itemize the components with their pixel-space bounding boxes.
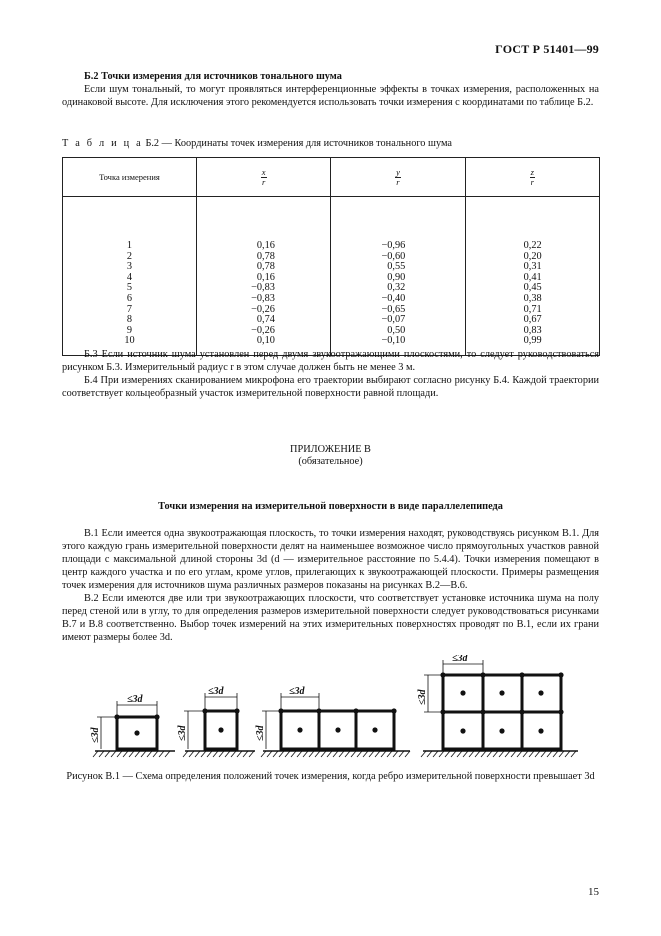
table-cell-y: 0,90 [387, 271, 406, 283]
section-v1-text: В.1 Если имеется одна звукоотражающая плоскость, то точки измерения находят, руководствуясь рисунком В.1. Для этого каждую грань измерительной поверхности делят на наименьшее возможное число прямоугольных участков равной площади с максимальной длиной стороны 3d (d — измерительное расстояние по 5.4.4). Точки измерения помещают в центр каждого участка и по его углам, кроме углов, прилегающих к звукоотражающей плоскости. Примеры размещения точек измерения для источников шума различных размеров показаны на рисунках В.2—В.6. [62, 528, 599, 591]
dim-label-5: ≤3d [90, 727, 101, 743]
section-b2-text: Если шум тональный, то могут проявляться интерференционные эффекты в точках измерения, расположенных на одинаковой высоте. Для исключения этого рекомендуется использовать точки измерения с координатами по таблице Б.2. [62, 84, 599, 108]
dim-label-8: ≤3d [417, 689, 428, 705]
dim-label-7: ≤3d [255, 725, 266, 741]
header-x-num: x [261, 166, 266, 177]
table-cell-z: 0,41 [523, 271, 542, 283]
table-cell-z: 0,83 [523, 324, 542, 336]
table-cell-p: 6 [126, 292, 133, 304]
table-cell-z: 0,20 [523, 250, 542, 262]
section-v2-text: В.2 Если имеются две или три звукоотражающих плоскости, что соответствует установке источника шума на полу перед стеной или в углу, то для определения размеров измерительной поверхности следует руководствоваться рисунками В.7 и В.8 соответственно. Выбор точек измерений на этих измерительных поверхностях проводят по В.1, если их грани имеют размеры более 3d. [62, 593, 599, 643]
table-caption-text: Б.2 — Координаты точек измерения для источников тонального шума [142, 138, 452, 149]
table-cell-x: −0,83 [251, 292, 275, 304]
table-cell-z: 0,45 [523, 282, 542, 294]
figure-caption: Рисунок В.1 — Схема определения положений точек измерения, когда ребро измерительной поверхности превышает 3d [66, 771, 595, 782]
header-y-den: r [396, 176, 400, 187]
table-cell-x: 0,16 [256, 240, 275, 251]
dim-label-1: ≤3d [127, 694, 143, 705]
y-column [331, 241, 405, 347]
table-cell-x: 0,78 [256, 250, 275, 262]
coordinates-table [62, 157, 600, 356]
table-cell-x: −0,83 [251, 282, 275, 294]
table-cell-y: −0,10 [381, 335, 406, 347]
point-column [63, 241, 196, 347]
dim-label-2: ≤3d [208, 686, 224, 697]
table-cell-p: 1 [126, 240, 133, 251]
table-cell-y: −0,40 [381, 292, 406, 304]
section-b2-title: Б.2 Точки измерения для источников тонального шума [84, 71, 342, 82]
section-v [62, 527, 599, 644]
section-b3-text: Б.3 Если источник шума установлен перед двумя звукоотражающими плоскостями, то следует руководствоваться рисунком Б.3. Измерительный радиус r в этом случае должен быть не менее 3 м. [62, 349, 599, 373]
table-cell-y: −0,65 [381, 303, 406, 315]
table-header-row [63, 158, 600, 197]
table-cell-p: 10 [124, 335, 135, 347]
document-header: ГОСТ Р 51401—99 [495, 42, 599, 56]
table-cell-z: 0,22 [523, 240, 542, 251]
header-point: Точка измерения [63, 158, 197, 197]
table-cell-p: 2 [126, 250, 133, 262]
dim-label-3: ≤3d [289, 686, 305, 697]
table-cell-p: 3 [126, 261, 133, 273]
table-cell-x: 0,74 [256, 314, 275, 326]
figure-v1-diagram [0, 655, 661, 767]
table-cell-z: 0,31 [523, 261, 542, 273]
section-b2 [62, 70, 599, 109]
table-cell-p: 8 [126, 314, 133, 326]
z-column [466, 241, 542, 347]
table-cell-x: 0,78 [256, 261, 275, 273]
page-number: 15 [588, 886, 599, 898]
table-cell-z: 0,38 [523, 292, 542, 304]
table-cell-z: 0,99 [523, 335, 542, 347]
header-z-num: z [530, 166, 534, 177]
table-cell-p: 9 [126, 324, 133, 336]
table-cell-y: −0,60 [381, 250, 406, 262]
header-z [465, 158, 599, 197]
header-z-den: r [530, 176, 534, 187]
table-cell-z: 0,67 [523, 314, 542, 326]
dim-label-6: ≤3d [177, 725, 188, 741]
table-cell-x: −0,26 [251, 303, 275, 315]
table-cell-y: 0,32 [387, 282, 406, 294]
table-cell-x: −0,26 [251, 324, 275, 336]
table-cell-p: 7 [126, 303, 133, 315]
table-cell-y: −0,96 [381, 240, 406, 251]
section-b3-b4 [62, 348, 599, 400]
annex-heading: Точки измерения на измерительной поверхности в виде параллелепипеда [158, 501, 503, 512]
dim-label-4: ≤3d [452, 655, 468, 664]
table-caption [62, 138, 452, 149]
table-cell-y: 0,50 [387, 324, 406, 336]
header-y [331, 158, 465, 197]
header-x-den: r [261, 176, 266, 187]
table-cell-x: 0,16 [256, 271, 275, 283]
header-y-num: y [396, 166, 400, 177]
table-cell-x: 0,10 [256, 335, 275, 347]
table-cell-z: 0,71 [523, 303, 542, 315]
table-cell-y: −0,07 [381, 314, 406, 326]
annex-status: (обязательное) [298, 456, 363, 467]
annex-title: ПРИЛОЖЕНИЕ В [290, 444, 371, 455]
section-b4-text: Б.4 При измерениях сканированием микрофона его траектории выбирают согласно рисунку Б.4. Каждой траектории соответствует кольцеобразный участок измерительной поверхности равной площади. [62, 375, 599, 399]
table-cell-p: 4 [126, 271, 133, 283]
x-column [197, 241, 275, 347]
header-x [196, 158, 330, 197]
table-cell-y: 0,55 [387, 261, 406, 273]
table-cell-p: 5 [126, 282, 133, 294]
table-body-row [63, 197, 600, 356]
table-caption-label: Т а б л и ц а [62, 138, 143, 149]
